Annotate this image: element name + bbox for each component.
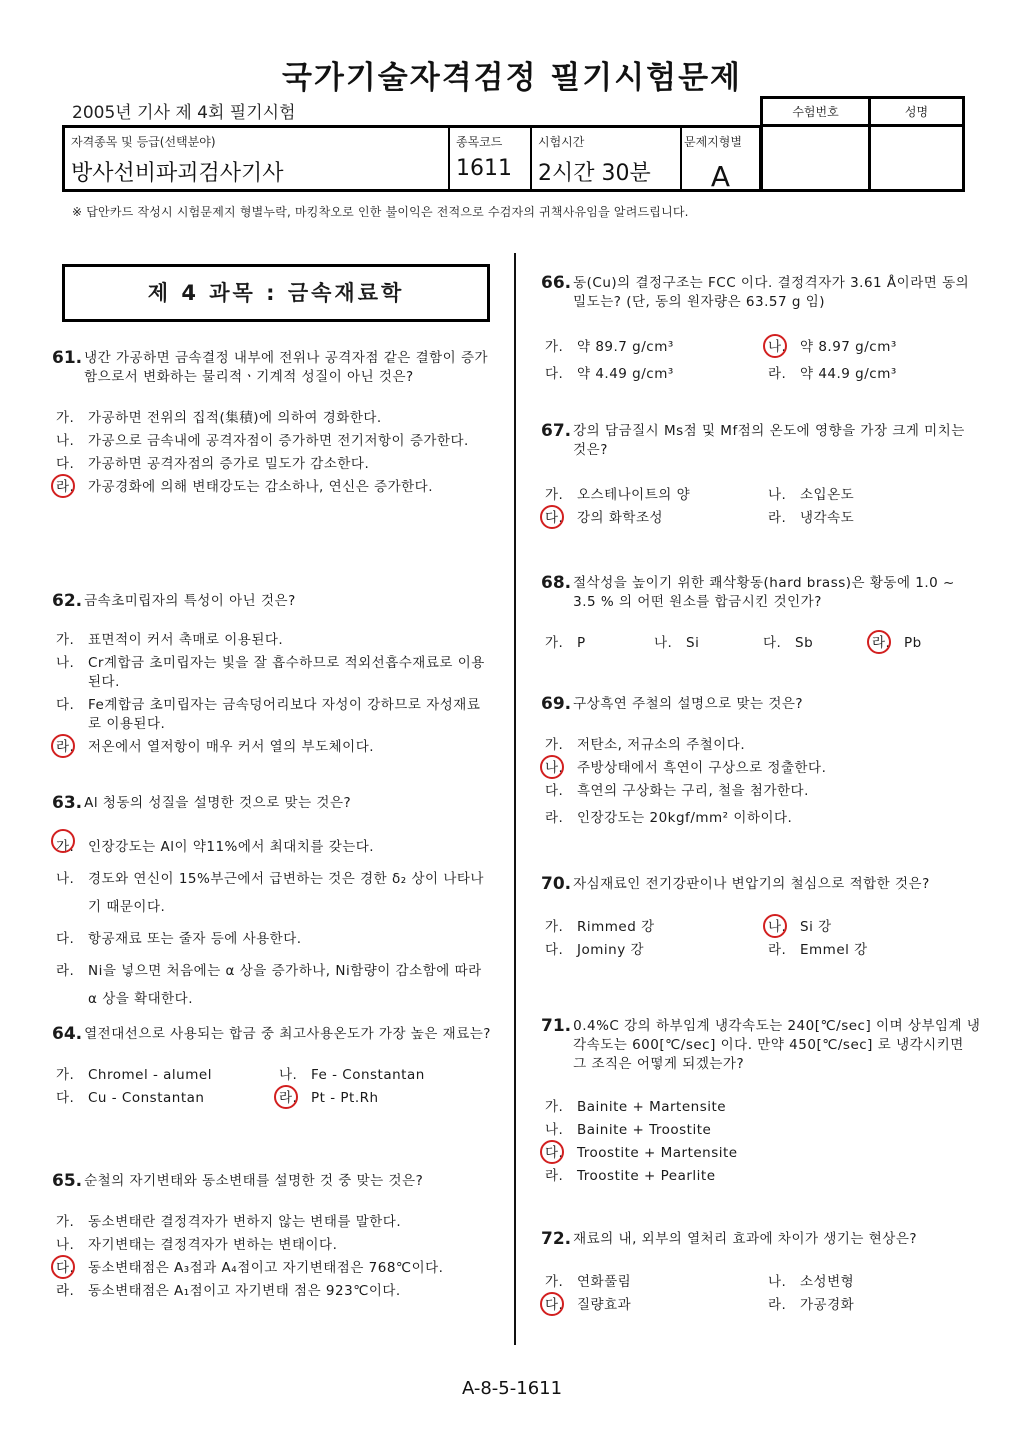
option[interactable] [56,957,492,1013]
option-marker: 다. [545,942,564,958]
time-cell [532,128,682,189]
option-marker: 가. [545,1274,564,1290]
exam-title: 국가기술자격검정 필기시험문제 [281,60,743,96]
option[interactable] [545,365,758,384]
option-text: 강의 화학조성 [577,510,664,526]
option-text: 자기변태는 결정격자가 변하는 변태이다. [88,1237,338,1253]
type-cell [682,128,759,193]
option-text: 연화풀림 [577,1274,632,1290]
option-marker: 나. [768,487,787,503]
question-67 [541,422,981,528]
question-69 [541,695,981,832]
option-text: 가공하면 전위의 집적(集積)에 의하여 경화한다. [88,410,382,426]
option-text: 질량효과 [577,1297,632,1313]
option-text: 가공하면 공격자점의 증가로 밀도가 감소한다. [88,456,370,472]
option[interactable] [768,486,981,505]
question-number: 62. [52,591,83,611]
answer-circle-icon: 라. [56,738,88,757]
option[interactable] [545,1121,981,1140]
option[interactable] [545,941,758,960]
option-text: Fe계합금 초미립자는 금속덩어리보다 자성이 강하므로 자성재료로 이용된다. [88,697,481,732]
option-marker: 나. [654,635,673,651]
option-text: 저온에서 열저항이 매우 커서 열의 부도체이다. [88,739,375,755]
option-text: 약 44.9 g/cm³ [800,366,897,382]
option-text: Troostite + Martensite [577,1145,738,1161]
option-text: 경도와 연신이 15%부근에서 급변하는 것은 경한 δ₂ 상이 나타나기 때문이다. [88,871,484,915]
option[interactable] [279,1066,492,1085]
exam-number-label: 수험번호 [763,99,871,127]
answer-circle-icon: 라. [56,478,88,497]
option-marker: 나. [279,1067,298,1083]
question-stem: 강의 담금질시 Ms점 및 Mf점의 온도에 영향을 가장 크게 미치는 것은? [573,423,965,458]
option-marker: 다. [56,931,75,947]
option-marker: 가. [545,737,564,753]
option-text: Pt - Pt.Rh [311,1090,379,1106]
page-code: A-8-5-1611 [461,1378,563,1399]
option-selected[interactable] [545,759,981,778]
question-64 [52,1025,492,1108]
option-text: Bainite + Troostite [577,1122,712,1138]
option[interactable] [545,1167,981,1186]
question-number: 71. [541,1016,572,1036]
option-marker: 라. [768,366,787,382]
option[interactable] [545,486,758,505]
question-stem: 순철의 자기변태와 동소변태를 설명한 것 중 맞는 것은? [84,1173,424,1189]
subject-title: 제 4 과목 : 금속재료학 [62,264,490,322]
option-marker: 가. [545,487,564,503]
time-label: 시험시간 [538,135,585,149]
option-marker: 라. [768,942,787,958]
option-text: 오스테나이트의 양 [577,487,691,503]
option[interactable] [56,925,492,953]
option[interactable] [768,365,981,384]
option-text: 동소변태점은 A₃점과 A₄점이고 자기변태점은 768℃이다. [88,1260,444,1276]
answer-circle-icon: 라. [872,634,904,653]
question-72 [541,1230,981,1315]
option-marker: 라. [56,1283,75,1299]
question-66 [541,274,981,384]
option[interactable] [545,782,981,801]
question-number: 63. [52,793,83,813]
option-selected[interactable] [279,1089,492,1108]
name-field[interactable] [871,127,962,189]
exam-session: 2005년 기사 제 4회 필기시험 [72,103,296,123]
question-number: 70. [541,874,572,894]
question-number: 66. [541,273,572,293]
question-70 [541,875,981,960]
option[interactable] [768,1273,981,1292]
field-label: 자격종목 및 등급(선택분야) [71,135,216,149]
code-label: 종목코드 [456,135,503,149]
option[interactable] [545,338,758,357]
question-65 [52,1172,492,1305]
option-text: Emmel 강 [800,942,868,958]
question-stem: 동(Cu)의 결정구조는 FCC 이다. 결정격자가 3.61 Å이라면 동의 밀도는? (단, 동의 원자량은 63.57 g 임) [573,275,970,310]
option-marker: 가. [56,632,75,648]
notice-text: ※ 답안카드 작성시 시험문제지 형별누락, 마킹착오로 인한 불이익은 전적으로 수검자의 귀책사유임을 알려드립니다. [72,205,689,219]
option-text: 약 89.7 g/cm³ [577,339,674,355]
option-selected[interactable] [545,1144,981,1163]
option[interactable] [768,1296,981,1315]
option-text: P [577,635,586,651]
time-value: 2시간 30분 [538,161,651,186]
option-text: 동소변태란 결정격자가 변하지 않는 변태를 말한다. [88,1214,402,1230]
option[interactable] [763,634,872,653]
question-number: 72. [541,1229,572,1249]
option-text: Fe - Constantan [311,1067,425,1083]
question-71 [541,1017,981,1190]
option[interactable] [545,1273,758,1292]
option[interactable] [56,865,492,921]
name-label: 성명 [871,99,962,127]
option-text: 가공경화 [800,1297,855,1313]
examinee-id-box [760,96,965,192]
column-divider [514,253,516,1345]
option-text: 약 8.97 g/cm³ [800,339,897,355]
option-marker: 라. [768,1297,787,1313]
option-selected[interactable] [545,1296,758,1315]
answer-circle-icon: 나. [768,918,800,937]
question-stem: 금속초미립자의 특성이 아닌 것은? [84,593,296,609]
option-selected[interactable] [56,738,492,757]
question-68 [541,574,981,653]
option-text: Rimmed 강 [577,919,655,935]
option[interactable] [56,455,492,474]
answer-circle-icon: 다. [545,509,577,528]
option-text: 동소변태점은 A₁점이고 자기변태 점은 923℃이다. [88,1283,401,1299]
option-marker: 가. [56,1067,75,1083]
option[interactable] [56,696,492,734]
option-marker: 라. [768,510,787,526]
question-stem: 열전대선으로 사용되는 합금 중 최고사용온도가 가장 높은 재료는? [84,1026,491,1042]
option[interactable] [545,918,758,937]
option-selected[interactable] [56,833,492,861]
option-text: 냉각속도 [800,510,855,526]
option-marker: 나. [768,1274,787,1290]
question-number: 61. [52,348,83,368]
option-text: Si 강 [800,919,832,935]
option-marker: 가. [545,1099,564,1115]
question-stem: 0.4%C 강의 하부임계 냉각속도는 240[℃/sec] 이며 상부임계 냉각속도는 600[℃/sec] 이다. 만약 450[℃/sec] 로 냉각시키면 그 조직은 어떻게 되겠는가? [573,1018,981,1072]
type-value: A [710,160,731,193]
code-cell [450,128,532,189]
option-marker: 라. [545,1168,564,1184]
question-number: 68. [541,573,572,593]
question-stem: Al 청동의 성질을 설명한 것으로 맞는 것은? [84,795,352,811]
question-stem: 구상흑연 주철의 설명으로 맞는 것은? [573,696,804,712]
option-text: 주방상태에서 흑연이 구상으로 정출한다. [577,760,827,776]
option-marker: 다. [545,366,564,382]
option[interactable] [545,736,981,755]
option[interactable] [56,654,492,692]
answer-circle-icon: 다. [545,1144,577,1163]
option-marker: 라. [56,963,75,979]
answer-circle-icon: 라. [279,1089,311,1108]
option[interactable] [56,631,492,650]
option-text: 약 4.49 g/cm³ [577,366,674,382]
option-text: 인장강도는 20kgf/mm² 이하이다. [577,810,793,826]
option-text: Pb [904,635,922,651]
option-marker: 다. [56,697,75,713]
field-cell [65,128,450,189]
option[interactable] [56,1213,492,1232]
option-marker: 다. [56,456,75,472]
question-stem: 절삭성을 높이기 위한 쾌삭황동(hard brass)은 황동에 1.0 ~ 3.5 % 의 어떤 원소를 합금시킨 것인가? [573,575,955,610]
exam-info-table [62,125,762,192]
option[interactable] [545,634,654,653]
option-text: Si [686,635,700,651]
option-text: Ni을 넣으면 처음에는 α 상을 증가하나, Ni함량이 감소함에 따라 α 상을 확대한다. [88,963,482,1007]
option[interactable] [545,1098,981,1117]
option-marker: 다. [56,1090,75,1106]
option-marker: 가. [545,339,564,355]
option-marker: 가. [56,1214,75,1230]
option-text: Chromel - alumel [88,1067,212,1083]
option-text: 항공재료 또는 줄자 등에 사용한다. [88,931,302,947]
option-marker: 가. [545,635,564,651]
option-selected[interactable] [545,509,758,528]
option[interactable] [56,1089,269,1108]
field-value: 방사선비파괴검사기사 [71,161,284,186]
option-marker: 나. [56,433,75,449]
answer-circle-icon: 다. [56,1259,88,1278]
option-selected[interactable] [872,634,981,653]
option-selected[interactable] [768,338,981,357]
option-marker: 나. [56,871,75,887]
option-marker: 가. [56,410,75,426]
option[interactable] [56,1066,269,1085]
option-marker: 다. [545,783,564,799]
question-61 [52,349,492,501]
option-marker: 라. [545,810,564,826]
answer-circle-icon: 나. [545,759,577,778]
option-marker: 나. [545,1122,564,1138]
option-text: 소성변형 [800,1274,855,1290]
option-selected[interactable] [768,918,981,937]
option-text: 가공경화에 의해 변태강도는 감소하나, 연신은 증가한다. [88,479,433,495]
option-text: Cu - Constantan [88,1090,205,1106]
answer-circle-icon: 다. [545,1296,577,1315]
option[interactable] [56,1282,492,1301]
exam-number-field[interactable] [763,127,871,189]
option[interactable] [56,1236,492,1255]
option[interactable] [768,509,981,528]
option-text: Cr계합금 초미립자는 빛을 잘 흡수하므로 적외선흡수재료로 이용된다. [88,655,485,690]
code-value: 1611 [456,156,512,181]
option-marker: 다. [763,635,782,651]
answer-circle-icon: 나. [768,338,800,357]
option[interactable] [56,432,492,451]
question-number: 64. [52,1024,83,1044]
option-text: Sb [795,635,814,651]
option[interactable] [56,409,492,428]
question-number: 65. [52,1171,83,1191]
option-text: Bainite + Martensite [577,1099,727,1115]
option-text: 인장강도는 Al이 약11%에서 최대치를 갖는다. [88,839,375,855]
question-stem: 냉간 가공하면 금속결정 내부에 전위나 공격자점 같은 결함이 증가함으로서 변화하는 물리적ㆍ기계적 성질이 아닌 것은? [84,350,489,385]
question-stem: 재료의 내, 외부의 열처리 효과에 차이가 생기는 현상은? [573,1231,918,1247]
option[interactable] [654,634,763,653]
option-marker: 나. [56,1237,75,1253]
question-62 [52,592,492,761]
option-text: 흑연의 구상화는 구리, 철을 첨가한다. [577,783,809,799]
option-text: 저탄소, 저규소의 주철이다. [577,737,746,753]
question-number: 69. [541,694,572,714]
option-text: 가공으로 금속내에 공격자점이 증가하면 전기저항이 증가한다. [88,433,469,449]
option-text: 소입온도 [800,487,855,503]
question-63 [52,794,492,1017]
option-selected[interactable] [56,1259,492,1278]
option-text: 표면적이 커서 촉매로 이용된다. [88,632,284,648]
option-text: Jominy 강 [577,942,645,958]
option[interactable] [545,809,981,828]
answer-circle-icon: 가. [56,833,88,861]
option[interactable] [768,941,981,960]
question-stem: 자심재료인 전기강판이나 변압기의 철심으로 적합한 것은? [573,876,930,892]
type-label: 문제지형별 [684,135,742,149]
option-selected[interactable] [56,478,492,497]
question-number: 67. [541,421,572,441]
option-marker: 가. [545,919,564,935]
option-marker: 나. [56,655,75,671]
option-text: Troostite + Pearlite [577,1168,716,1184]
